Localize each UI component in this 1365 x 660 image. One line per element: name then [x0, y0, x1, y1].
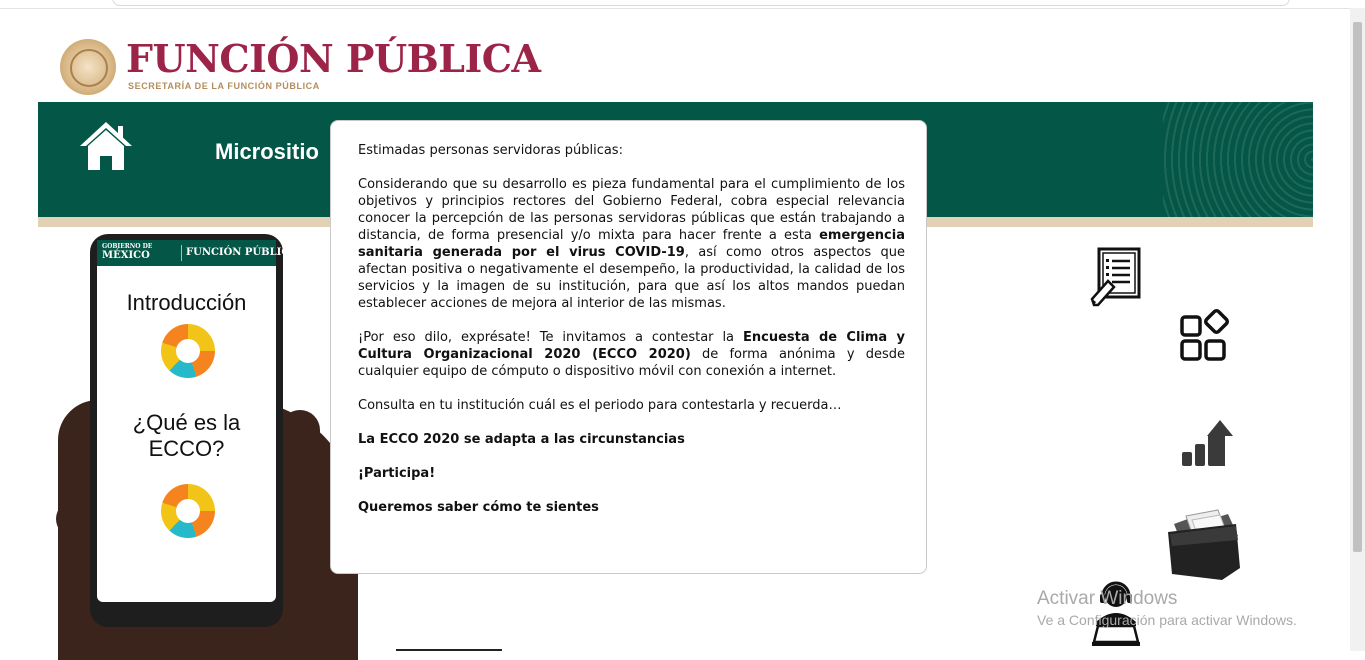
modal-greeting: Estimadas personas servidoras públicas:: [358, 143, 623, 158]
que-es-ecco-ring-icon[interactable]: [161, 484, 215, 538]
gobierno-small-label: GOBIERNO DE: [102, 243, 153, 250]
funcion-publica-label: FUNCIÓN PÚBLICA: [186, 247, 298, 258]
watermark-line-1: Activar Windows: [1037, 588, 1178, 609]
p5-bold: ¡Participa!: [358, 466, 436, 481]
windows-activation-watermark: [1037, 588, 1297, 630]
modal-paragraph-4: [358, 431, 905, 448]
modal-paragraph-6: [358, 499, 905, 516]
logo-title: FUNCIÓN PÚBLICA: [126, 36, 541, 81]
p1-bold: emergencia sanitaria generada por el virus COVID-19: [358, 228, 905, 260]
folder-documents-icon[interactable]: [1166, 510, 1242, 582]
banner-pattern: [1163, 102, 1313, 217]
hand-finger: [280, 410, 320, 530]
phone-header: [97, 240, 298, 266]
browser-top-bar: [0, 0, 1365, 9]
introduccion-ring-icon[interactable]: [161, 324, 215, 378]
micrositio-title: Micrositio: [215, 139, 319, 164]
modal-paragraph-1: [358, 176, 905, 312]
modal-paragraph-3: Consulta en tu institución cuál es el periodo para contestarla y recuerda…: [358, 398, 842, 413]
p2-bold: Encuesta de Clima y Cultura Organizacional 2020 (ECCO 2020): [358, 330, 905, 362]
logo-subtitle: SECRETARÍA DE LA FUNCIÓN PÚBLICA: [128, 81, 320, 91]
p1-text-a: Considerando que su desarrollo es pieza fundamental para el cumplimiento de los objetivos y principios rectores del Gobierno Federal, cobra especial relevancia conocer la percepción de las personas servidoras públicas que están trabajando a distancia, de forma presencial y/o mixta para hacer frente a esta: [358, 177, 905, 243]
p2-text-b: de forma anónima y desde cualquier equipo de cómputo o dispositivo móvil con conexión a internet.: [358, 347, 906, 379]
gobierno-mexico-logo: [102, 243, 152, 261]
bar-chart-arrow-icon[interactable]: [1180, 418, 1234, 468]
page-scrollbar[interactable]: [1350, 8, 1365, 651]
p1-text-b: , así como otros aspectos que afectan positiva o negativamente el desempeño, la productividad, la calidad de los servicios y la imagen de su institución, para que así los altos mandos puedan establecer acciones de mejora al interior de las mismas.: [358, 245, 905, 311]
p2-text-a: ¡Por eso dilo, exprésate! Te invitamos a contestar la: [358, 330, 743, 345]
p4-bold: La ECCO 2020 se adapta a las circunstancias: [358, 432, 685, 447]
modal-paragraph-5: [358, 465, 905, 482]
scrollbar-thumb[interactable]: [1353, 22, 1362, 552]
bottom-underline: [396, 649, 502, 651]
phone-screen: [97, 240, 298, 602]
watermark-line-2: Ve a Configuración para activar Windows.: [1037, 612, 1297, 628]
national-seal-icon: [60, 39, 116, 95]
announcement-modal: [330, 120, 927, 574]
p6-bold: Queremos saber cómo te sientes: [358, 500, 599, 515]
que-es-ecco-link[interactable]: ¿Qué es la ECCO?: [132, 410, 241, 461]
modal-paragraph-2: [358, 329, 905, 380]
phone-mockup: [90, 234, 298, 627]
home-icon[interactable]: [78, 118, 134, 174]
mexico-label: MÉXICO: [102, 250, 150, 261]
header-divider: [181, 245, 182, 261]
survey-form-icon[interactable]: [1090, 247, 1142, 309]
funcion-publica-logo[interactable]: [60, 36, 541, 96]
address-bar[interactable]: [112, 0, 1290, 6]
introduccion-link[interactable]: Introducción: [126, 290, 247, 315]
apps-grid-icon[interactable]: [1179, 308, 1233, 362]
